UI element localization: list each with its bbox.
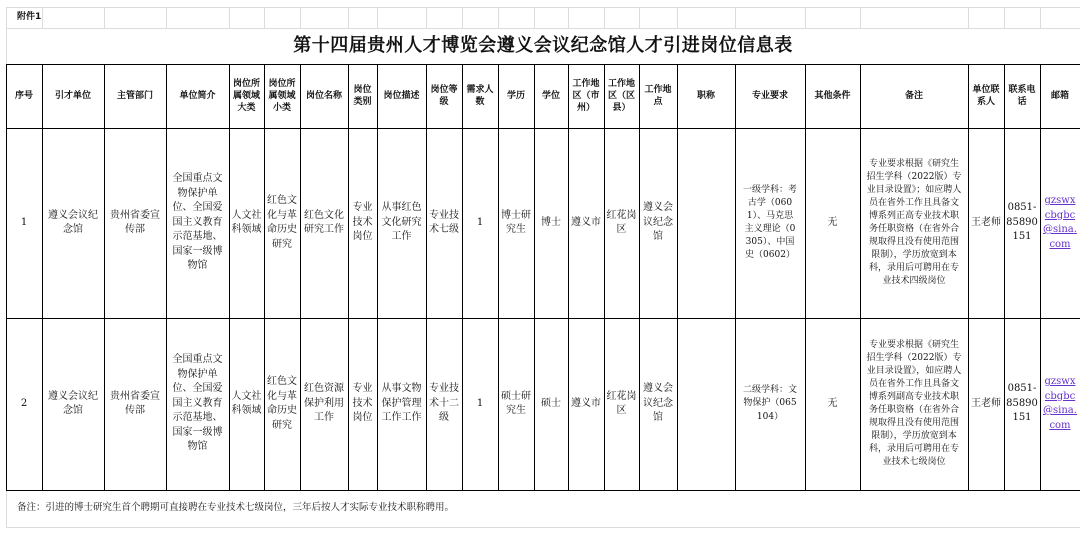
header-supervising-dept: 主管部门 [116,90,153,101]
grid-vline [300,7,301,28]
grid-vline [104,7,105,28]
grid-vline [229,64,230,490]
cell-post-description: 从事文物保护管理工作工作 [381,383,422,424]
cell-email[interactable]: gzswxcbgbc@sina.com [1043,195,1077,250]
grid-vline [6,490,7,527]
cell-education: 博士研究生 [501,209,531,235]
cell-recruiting-unit: 遵义会议纪念馆 [48,209,98,235]
grid-hline [6,128,1080,129]
cell-field-minor: 红色文化与革命历史研究 [267,376,297,431]
header-post-level: 岗位等级 [430,84,458,107]
grid-hline [6,527,1080,528]
header-job-title: 职称 [696,90,715,101]
attachment-label: 附件1 [17,11,42,22]
grid-vline [604,64,605,490]
cell-field-minor: 红色文化与革命历史研究 [267,195,297,250]
cell-major-requirement: 一级学科：考古学（0601）、马克思主义理论（0305）、中国史（0602） [743,184,798,261]
grid-vline [348,7,349,28]
cell-work-district: 红花岗区 [606,390,637,416]
cell-field-major: 人文社科领域 [231,390,262,416]
header-field-minor: 岗位所属领域小类 [268,78,296,114]
grid-vline [1004,64,1005,490]
cell-other-conditions: 无 [827,216,838,228]
header-other-conditions: 其他条件 [814,90,851,101]
header-major-requirement: 专业要求 [751,90,788,101]
cell-supervising-dept: 贵州省委宣传部 [110,209,160,235]
cell-seq: 2 [20,397,28,409]
grid-vline [264,64,265,490]
grid-vline [462,7,463,28]
grid-vline [264,7,265,28]
cell-work-city: 遵义市 [571,216,601,228]
grid-vline [42,7,43,28]
cell-post-level: 专业技术十二级 [429,383,459,424]
header-work-city: 工作地区（市州） [572,78,600,114]
grid-vline [677,64,678,490]
header-post-category: 岗位类别 [353,84,372,107]
cell-headcount: 1 [476,216,484,228]
cell-remarks: 专业要求根据《研究生招生学科（2022版）专业目录设置》；如应聘人员在省外工作且具备文博系列正高专业技术职务任职资格（在省外合规取得且没有使用范围限制），学历放宽到本科，录用后可聘用在专业技术四级岗位 [866,158,962,287]
grid-vline [166,64,167,490]
cell-post-category: 专业技术岗位 [352,383,373,424]
header-headcount: 需求人数 [466,84,494,107]
grid-vline [498,7,499,28]
header-work-district: 工作地区（区县） [607,78,635,114]
cell-unit-intro: 全国重点文物保护单位、全国爱国主义教育示范基地、国家一级博物馆 [172,173,223,272]
header-post-description: 岗位描述 [383,90,420,101]
grid-vline [604,7,605,28]
cell-contact-phone: 0851-85890151 [1006,202,1038,243]
grid-vline [735,64,736,490]
grid-vline [568,7,569,28]
grid-vline [534,7,535,28]
grid-vline [42,64,43,490]
grid-vline [1040,64,1041,490]
header-email: 邮箱 [1050,90,1069,101]
cell-job-title [677,128,735,318]
cell-supervising-dept: 贵州省委宣传部 [110,390,160,416]
grid-hline [6,64,1080,65]
grid-vline [1004,7,1005,28]
grid-vline [6,28,7,64]
grid-vline [377,7,378,28]
cell-headcount: 1 [476,397,484,409]
grid-vline [6,64,7,490]
header-remarks: 备注 [904,90,923,101]
cell-major-requirement: 二级学科：文物保护（065104） [743,385,798,422]
grid-vline [677,7,678,28]
grid-vline [805,64,806,490]
grid-vline [426,7,427,28]
cell-email[interactable]: gzswxcbgbc@sina.com [1043,376,1077,431]
cell-contact-person: 王老师 [971,397,1001,409]
grid-vline [462,64,463,490]
cell-post-name: 红色文化研究工作 [304,209,344,235]
grid-vline [534,64,535,490]
cell-degree: 硕士 [541,397,561,409]
grid-vline [860,64,861,490]
cell-field-major: 人文社科领域 [231,209,262,235]
footnote: 备注：引进的博士研究生首个聘期可直接聘在专业技术七级岗位，三年后按人才实际专业技术职称聘用。 [17,502,455,514]
header-education: 学历 [506,90,525,101]
cell-job-title [677,318,735,490]
cell-degree: 博士 [541,216,561,228]
grid-hline [6,318,1080,319]
grid-vline [348,64,349,490]
cell-post-name: 红色资源保护利用工作 [304,383,344,424]
grid-vline [639,64,640,490]
header-degree: 学位 [541,90,560,101]
cell-other-conditions: 无 [827,397,838,409]
grid-vline [568,64,569,490]
grid-vline [426,64,427,490]
cell-work-city: 遵义市 [571,397,601,409]
cell-seq: 1 [20,216,28,228]
cell-contact-phone: 0851-85890151 [1006,383,1038,424]
grid-vline [6,7,7,28]
header-recruiting-unit: 引才单位 [54,90,91,101]
cell-recruiting-unit: 遵义会议纪念馆 [48,390,98,416]
grid-vline [229,7,230,28]
cell-post-description: 从事红色文化研究工作 [381,202,422,243]
grid-hline [6,7,1080,8]
grid-vline [300,64,301,490]
grid-hline [6,28,1080,29]
grid-vline [498,64,499,490]
table-title: 第十四届贵州人才博览会遵义会议纪念馆人才引进岗位信息表 [293,35,793,57]
cell-contact-person: 王老师 [971,216,1001,228]
grid-hline [6,490,1080,491]
grid-vline [166,7,167,28]
cell-education: 硕士研究生 [501,390,531,416]
cell-work-location: 遵义会议纪念馆 [643,202,673,243]
grid-vline [860,7,861,28]
grid-vline [1040,7,1041,28]
header-contact-phone: 联系电话 [1008,84,1036,107]
grid-vline [377,64,378,490]
grid-vline [968,7,969,28]
cell-work-district: 红花岗区 [606,209,637,235]
cell-remarks: 专业要求根据《研究生招生学科（2022版）专业目录设置》，如应聘人员在省外工作且具备文博系列副高专业技术职务任职资格（在省外合规取得且没有使用范围限制），学历放宽到本科，录用后可聘用在专业技术七级岗位 [866,339,962,468]
header-field-major: 岗位所属领域大类 [232,78,260,114]
cell-work-location: 遵义会议纪念馆 [643,383,673,424]
header-contact-person: 单位联系人 [972,84,1000,107]
header-work-location: 工作地点 [644,84,672,107]
cell-post-level: 专业技术七级 [429,209,459,235]
cell-post-category: 专业技术岗位 [352,202,373,243]
header-post-name: 岗位名称 [305,90,342,101]
grid-vline [735,7,736,28]
header-unit-intro: 单位简介 [179,90,216,101]
cell-unit-intro: 全国重点文物保护单位、全国爱国主义教育示范基地、国家一级博物馆 [172,354,223,453]
grid-vline [639,7,640,28]
grid-vline [104,64,105,490]
grid-vline [805,7,806,28]
header-seq: 序号 [14,90,33,101]
grid-vline [968,64,969,490]
